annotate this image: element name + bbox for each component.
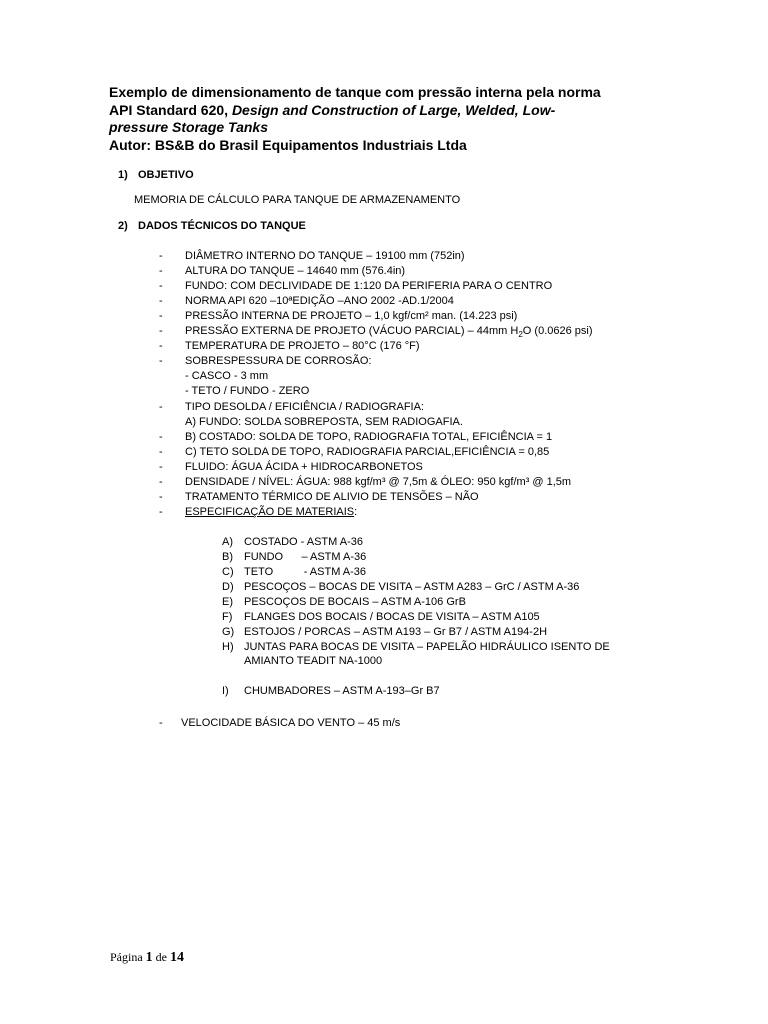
section-2-heading [118, 220, 306, 232]
author-line: Autor: BS&B do Brasil Equipamentos Industriais Ltda [109, 136, 467, 153]
section-2-title: DADOS TÉCNICOS DO TANQUE [138, 220, 306, 232]
objective-text: MEMORIA DE CÁLCULO PARA TANQUE DE ARMAZENAMENTO [134, 194, 461, 206]
section-2-number: 2) [118, 220, 128, 232]
title-line-3: pressure Storage Tanks [109, 119, 268, 135]
section-1-heading [118, 169, 194, 181]
page-footer: Página 1 de 14 [110, 950, 184, 965]
page-total: 14 [170, 950, 184, 965]
document-page: Exemplo de dimensionamento de tanque com pressão interna pela norma API Standard 620, Design and Construction of Large, Welded, Low- pressure Storage Tanks Autor: BS&B do Brasil Equipamentos Industriais Ltda 1) OBJETIVO MEMORIA DE CÁLCULO PARA TANQUE DE ARMAZENAMENTO 2) DADOS TÉCNICOS DO TANQUE - DIÂMETRO INTERNO DO TANQUE – 19100 mm (752in) - ALTURA DO TANQUE – 14640 mm (576.4in) - FUNDO: COM DECLIVIDADE DE 1:120 DA PERIFERIA PARA O CENTRO - NORMA API 620 –10ªEDIÇÃO –ANO 2002 -AD.1/2004 - PRESSÃO INTERNA DE PROJETO – 1,0 kgf/cm² man. (14.223 psi) - PRESSÃO EXTERNA DE PROJETO (VÁCUO PARCIAL) – 44mm $H_2O$ (0.0626 psi) - TEMPERATURA DE PROJETO – 80°C (176 °F) - SOBRESPESSURA DE CORROSÃO: - CASCO - 3 mm - TETO / FUNDO - ZERO - TIPO DESOLDA / EFICIÊNCIA / RADIOGRAFIA: A) FUNDO: SOLDA SOBREPOSTA, SEM RADIOGAFIA. - B) COSTADO: SOLDA DE TOPO, RADIOGRAFIA TOTAL, EFICIÊNCIA = 1 - C) TETO SOLDA DE TOPO, RADIOGRAFIA PARCIAL,EFICIÊNCIA = 0,85 - FLUIDO: ÁGUA ÁCIDA + HIDROCARBONETOS - DENSIDADE / NÍVEL: ÁGUA: 988 kgf/m³ @ 7,5m & ÓLEO: 950 kgf/m³ @ 1,5m - TRATAMENTO TÉRMICO DE ALIVIO DE TENSÕES – NÃO - ESPECIFICAÇÃO DE MATERIAIS: A) COSTADO - ASTM A-36 B) FUNDO – ASTM A-36 C) TETO - ASTM A-36 D) PESCOÇOS – BOCAS DE VISITA – ASTM A283 – GrC / ASTM A-36 E) PESCOÇOS DE BOCAIS – ASTM A-106 GrB F) FLANGES DOS BOCAIS / BOCAS DE VISITA – ASTM A105 G) ESTOJOS / PORCAS – ASTM A193 – Gr B7 / ASTM A194-2H H) JUNTAS PARA BOCAS DE VISITA – PAPELÃO HIDRÁULICO ISENTO DE AMIANTO TEADIT NA-1000 I) CHUMBADORES – ASTM A-193–Gr B7 - VELOCIDADE BÁSICA DO VENTO – 45 m/s Página 1 de 14 [0, 0, 768, 1024]
title-line-2: API Standard 620, Design and Construction of Large, Welded, Low- [109, 101, 556, 118]
section-1-number: 1) [118, 169, 128, 181]
materials-heading: ESPECIFICAÇÃO DE MATERIAIS [185, 506, 355, 518]
section-1-title: OBJETIVO [138, 169, 194, 181]
page-number: 1 [145, 950, 153, 965]
document-title [109, 84, 669, 154]
title-line-1: Exemplo de dimensionamento de tanque com pressão interna pela norma [109, 84, 601, 100]
